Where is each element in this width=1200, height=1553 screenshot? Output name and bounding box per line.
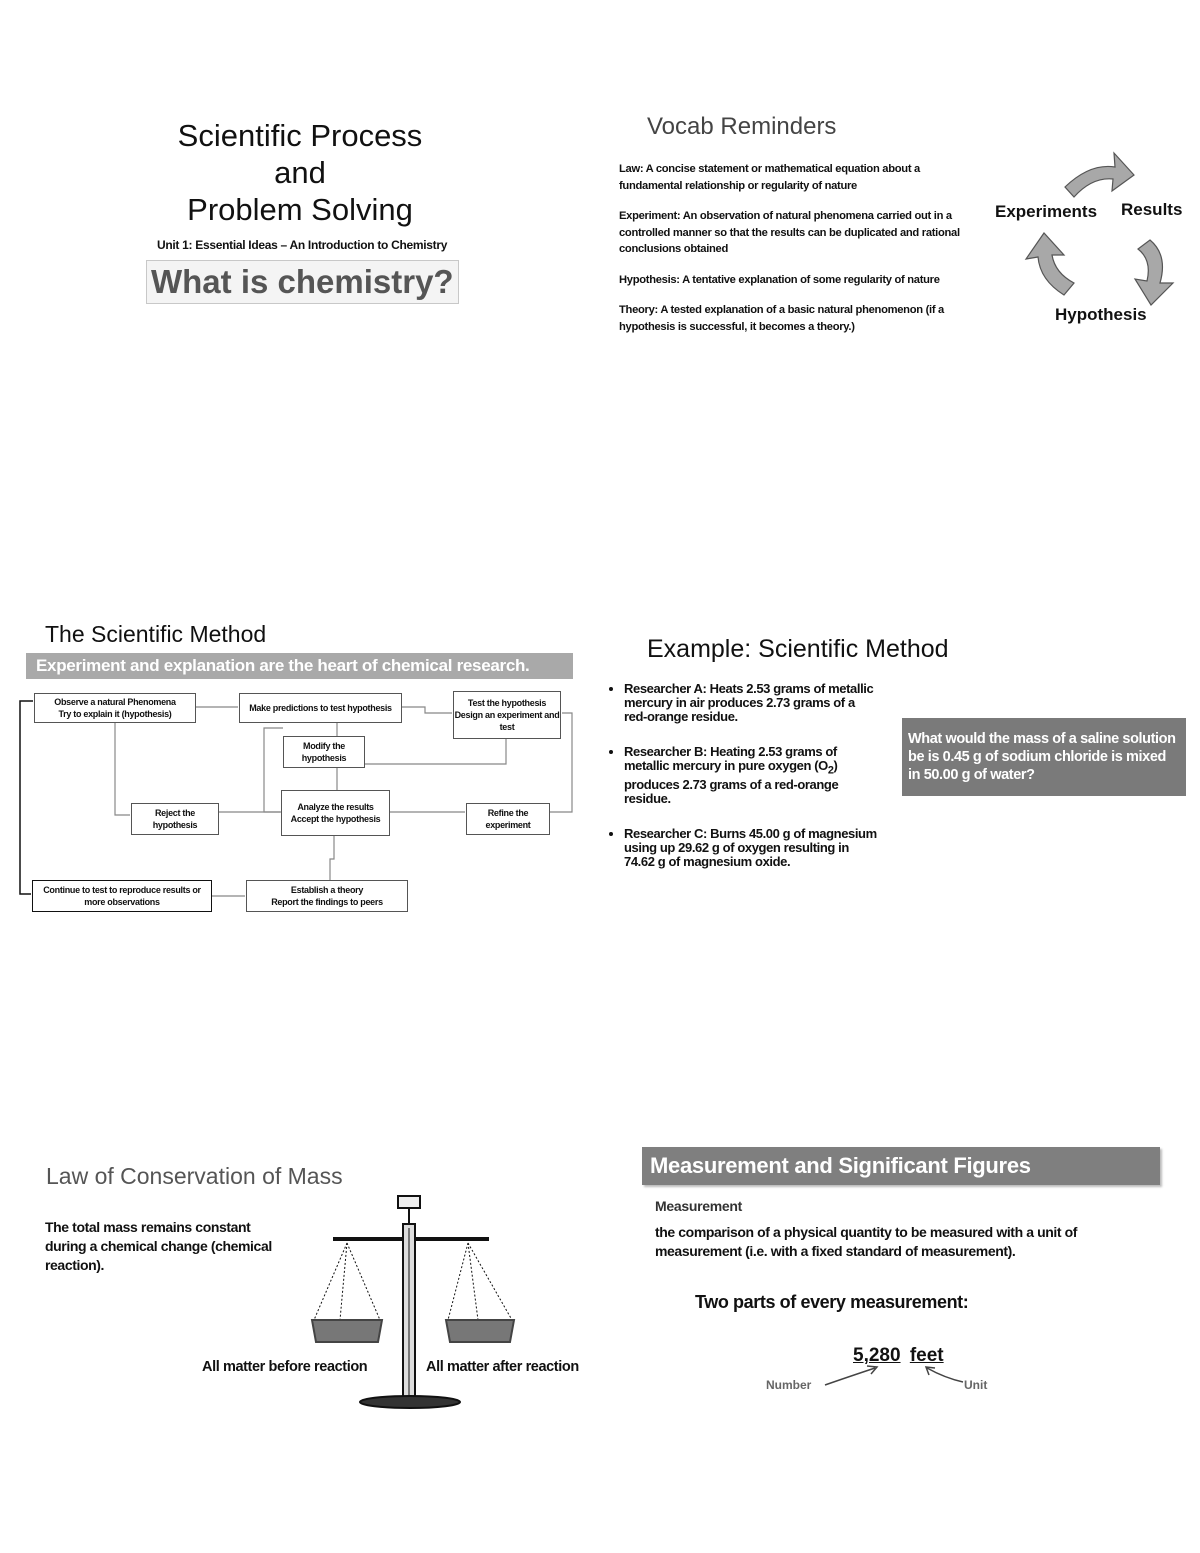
- flow-box-test: [453, 691, 561, 739]
- flow-box-reject: Reject the hypothesis: [131, 803, 219, 835]
- balance-scale-icon: [300, 1188, 530, 1413]
- method-title: The Scientific Method: [45, 621, 267, 647]
- test-line-2: Design an experiment and test: [454, 710, 560, 732]
- title-line-3: Problem Solving: [187, 192, 413, 227]
- test-line-1: Test the hypothesis: [467, 698, 547, 708]
- conservation-title: Law of Conservation of Mass: [46, 1163, 343, 1189]
- arrow-icon: [1135, 240, 1173, 305]
- arrow-icon: [927, 1368, 963, 1382]
- analyze-line-1: Analyze the results: [297, 802, 374, 812]
- example-title: Example: Scientific Method: [647, 635, 949, 663]
- researcher-b-subscript: 2: [827, 764, 834, 777]
- conservation-text: The total mass remains constant during a chemical change (chemical reaction).: [45, 1219, 272, 1273]
- unit-label: Unit: [964, 1378, 988, 1392]
- cycle-diagram: [1010, 145, 1200, 325]
- researcher-a: • Researcher A: Heats 2.53 grams of metallic mercury in air produces 2.73 grams of a red-orange residue.: [624, 682, 880, 724]
- title-line-2: and: [274, 155, 326, 190]
- cycle-hypothesis-label: Hypothesis: [1055, 305, 1147, 324]
- vocab-list: [619, 161, 979, 349]
- example-unit: feet: [909, 1345, 944, 1366]
- number-label: Number: [766, 1378, 812, 1392]
- researcher-b-text-end: ) produces 2.73 grams of a red-orange residue.: [624, 758, 839, 806]
- observe-line-1: Observe a natural Phenomena: [54, 697, 176, 707]
- two-parts-heading: Two parts of every measurement:: [695, 1292, 969, 1312]
- flow-box-predict: Make predictions to test hypothesis: [239, 693, 402, 723]
- flow-box-observe: [34, 693, 196, 723]
- arrow-icon: [825, 1368, 875, 1385]
- measurement-term: Measurement: [655, 1198, 742, 1214]
- cycle-experiments-label: Experiments: [995, 202, 1098, 221]
- measurement-definition: the comparison of a physical quantity to be measured with a unit of measurement (i.e. with a fixed standard of measurement).: [655, 1224, 1078, 1259]
- example-list: [610, 682, 880, 890]
- flow-box-refine: Refine the experiment: [466, 803, 550, 835]
- title-line-1: Scientific Process: [177, 118, 423, 153]
- flow-box-continue: Continue to test to reproduce results or more observations: [32, 880, 212, 912]
- slide-scientific-method: [0, 600, 600, 1000]
- cycle-results-label: Results: [1121, 200, 1183, 219]
- researcher-c: • Researcher C: Burns 45.00 g of magnesium using up 29.62 g of oxygen resulting in 74.62 g of magnesium oxide.: [624, 827, 880, 869]
- saline-question-box: What would the mass of a saline solution be is 0.45 g of sodium chloride is mixed in 50.00 g of water?: [902, 718, 1186, 796]
- slide-conservation: [0, 1150, 600, 1553]
- slide-title-heading: [100, 117, 500, 228]
- vocab-theory: Theory: A tested explanation of a basic natural phenomenon (if a hypothesis is successful, it becomes a theory.): [619, 304, 944, 333]
- establish-line-2: Report the findings to peers: [271, 897, 383, 907]
- vocab-experiment: Experiment: An observation of natural phenomena carried out in a controlled manner so that the results can be duplicated and rational conclusions obtained: [619, 210, 960, 255]
- slide-example: [600, 600, 1200, 1000]
- establish-line-1: Establish a theory: [290, 885, 364, 895]
- vocab-title: Vocab Reminders: [647, 113, 837, 140]
- before-reaction-label: All matter before reaction: [202, 1359, 368, 1375]
- example-number: 5,280: [853, 1345, 901, 1366]
- slide-vocab: [600, 0, 1200, 400]
- arrow-icon: [1026, 233, 1074, 295]
- method-banner: Experiment and explanation are the heart of chemical research.: [26, 653, 573, 679]
- vocab-law: Law: A concise statement or mathematical equation about a fundamental relationship or regularity of nature: [619, 163, 920, 192]
- analyze-line-2: Accept the hypothesis: [290, 814, 381, 824]
- arrow-icon: [1065, 153, 1134, 197]
- slide-subtitle: Unit 1: Essential Ideas – An Introduction to Chemistry: [157, 238, 448, 252]
- slide-measurement: [600, 1150, 1200, 1553]
- vocab-hypothesis: Hypothesis: A tentative explanation of some regularity of nature: [619, 273, 940, 286]
- slide-title: [0, 0, 600, 400]
- observe-line-2: Try to explain it (hypothesis): [58, 709, 172, 719]
- researcher-b: [624, 745, 880, 806]
- researcher-b-text: Researcher B: Heating 2.53 grams of metallic mercury in pure oxygen (O: [624, 744, 837, 773]
- flow-box-establish: [246, 880, 408, 912]
- measurement-banner: Measurement and Significant Figures: [642, 1147, 1160, 1185]
- flow-box-analyze: [281, 790, 390, 836]
- question-box: What is chemistry?: [146, 260, 459, 304]
- flow-box-modify: Modify the hypothesis: [283, 736, 365, 768]
- after-reaction-label: All matter after reaction: [426, 1359, 579, 1375]
